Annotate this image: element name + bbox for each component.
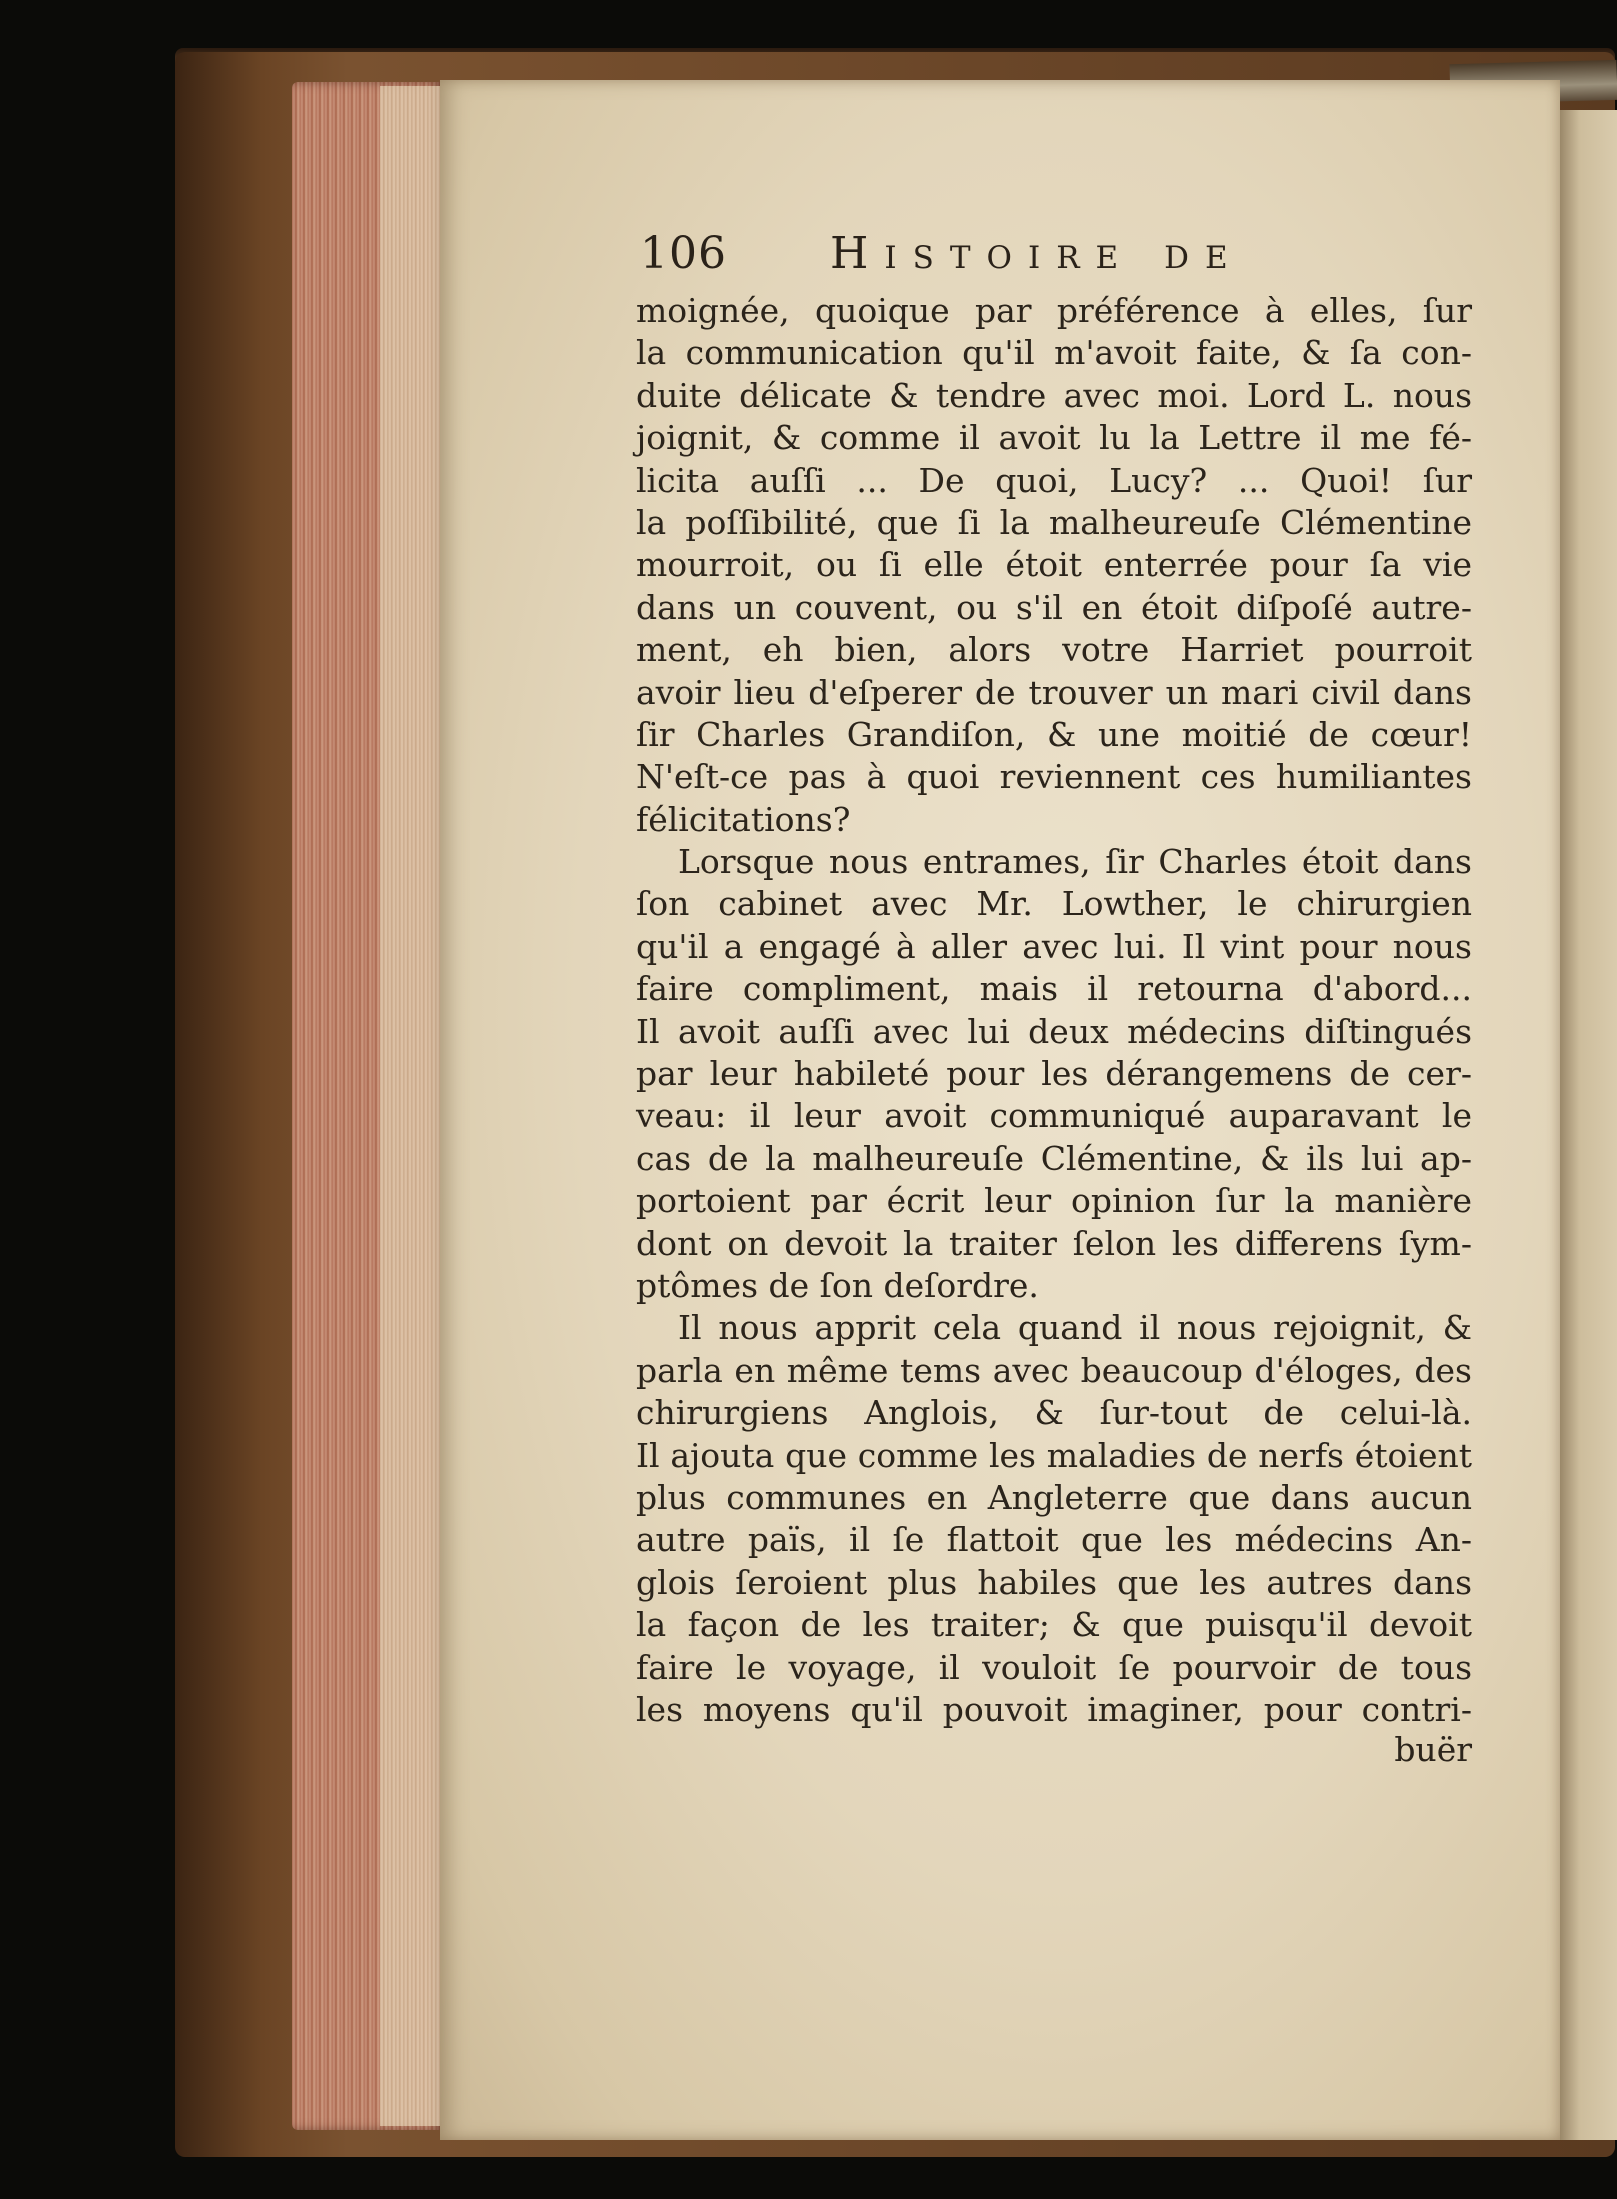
text-line: avoir lieu d'eſperer de trouver un mari civil dans	[636, 672, 1472, 712]
text-line: joignit, & comme il avoit lu la Lettre il me fé-	[636, 418, 1472, 458]
text-line: faire compliment, mais il retourna d'abord...	[636, 969, 1472, 1009]
page-number: 106	[640, 228, 727, 279]
text-line: portoient par écrit leur opinion ſur la manière	[636, 1181, 1472, 1221]
text-line: chirurgiens Anglois, & ſur-tout de celui-là.	[636, 1393, 1472, 1433]
text-line: la façon de les traiter; & que puisqu'il devoit	[636, 1605, 1472, 1645]
page-header	[640, 228, 1480, 284]
text-line: les moyens qu'il pouvoit imaginer, pour contri-	[636, 1689, 1472, 1729]
text-line: dans un couvent, ou s'il en étoit diſpoſé autre-	[636, 587, 1472, 627]
paragraph-start-line: Lorsque nous entrames, ſir Charles étoit dans	[678, 842, 1472, 882]
text-line: glois ſeroient plus habiles que les autres dans	[636, 1562, 1472, 1602]
text-line: ment, eh bien, alors votre Harriet pourroit	[636, 630, 1472, 670]
text-line: duite délicate & tendre avec moi. Lord L. nous	[636, 375, 1472, 415]
text-line: mourroit, ou ſi elle étoit enterrée pour ſa vie	[636, 545, 1472, 585]
text-line: autre païs, il ſe flattoit que les médecins An-	[636, 1520, 1472, 1560]
text-line: faire le voyage, il vouloit ſe pourvoir de tous	[636, 1647, 1472, 1687]
body-text	[636, 290, 1472, 1731]
text-line: félicitations?	[636, 799, 851, 839]
catchword: buër	[1394, 1730, 1472, 1769]
running-head: Histoire de	[830, 228, 1244, 279]
text-line: par leur habileté pour les dérangemens de cer-	[636, 1054, 1472, 1094]
text-line: Il ajouta que comme les maladies de nerfs étoient	[636, 1435, 1472, 1475]
page-edges-inner	[380, 86, 442, 2126]
text-line: la poſſibilité, que ſi la malheureuſe Clémentine	[636, 502, 1472, 542]
text-line: veau: il leur avoit communiqué auparavant le	[636, 1096, 1472, 1136]
text-line: licita auſſi ... De quoi, Lucy? ... Quoi! ſur	[636, 460, 1472, 500]
text-line: dont on devoit la traiter ſelon les differens ſym-	[636, 1223, 1472, 1263]
paragraph-start-line: Il nous apprit cela quand il nous rejoignit, &	[678, 1308, 1472, 1348]
text-line: N'eſt-ce pas à quoi reviennent ces humiliantes	[636, 757, 1472, 797]
text-line: cas de la malheureuſe Clémentine, & ils lui ap-	[636, 1138, 1472, 1178]
text-line: plus communes en Angleterre que dans aucun	[636, 1477, 1472, 1517]
text-line: ptômes de ſon deſordre.	[636, 1265, 1039, 1305]
text-line: moignée, quoique par préférence à elles, ſur	[636, 291, 1472, 330]
facing-page-edge	[1555, 110, 1617, 2140]
text-line: Il avoit auſſi avec lui deux médecins diſtingués	[636, 1011, 1472, 1051]
text-line: parla en même tems avec beaucoup d'éloges, des	[636, 1350, 1472, 1390]
text-line: ſon cabinet avec Mr. Lowther, le chirurgien	[636, 884, 1472, 924]
text-line: ſir Charles Grandiſon, & une moitié de cœur!	[636, 714, 1472, 754]
text-line: qu'il a engagé à aller avec lui. Il vint pour nous	[636, 926, 1472, 966]
text-line: la communication qu'il m'avoit faite, & ſa con-	[636, 333, 1472, 373]
